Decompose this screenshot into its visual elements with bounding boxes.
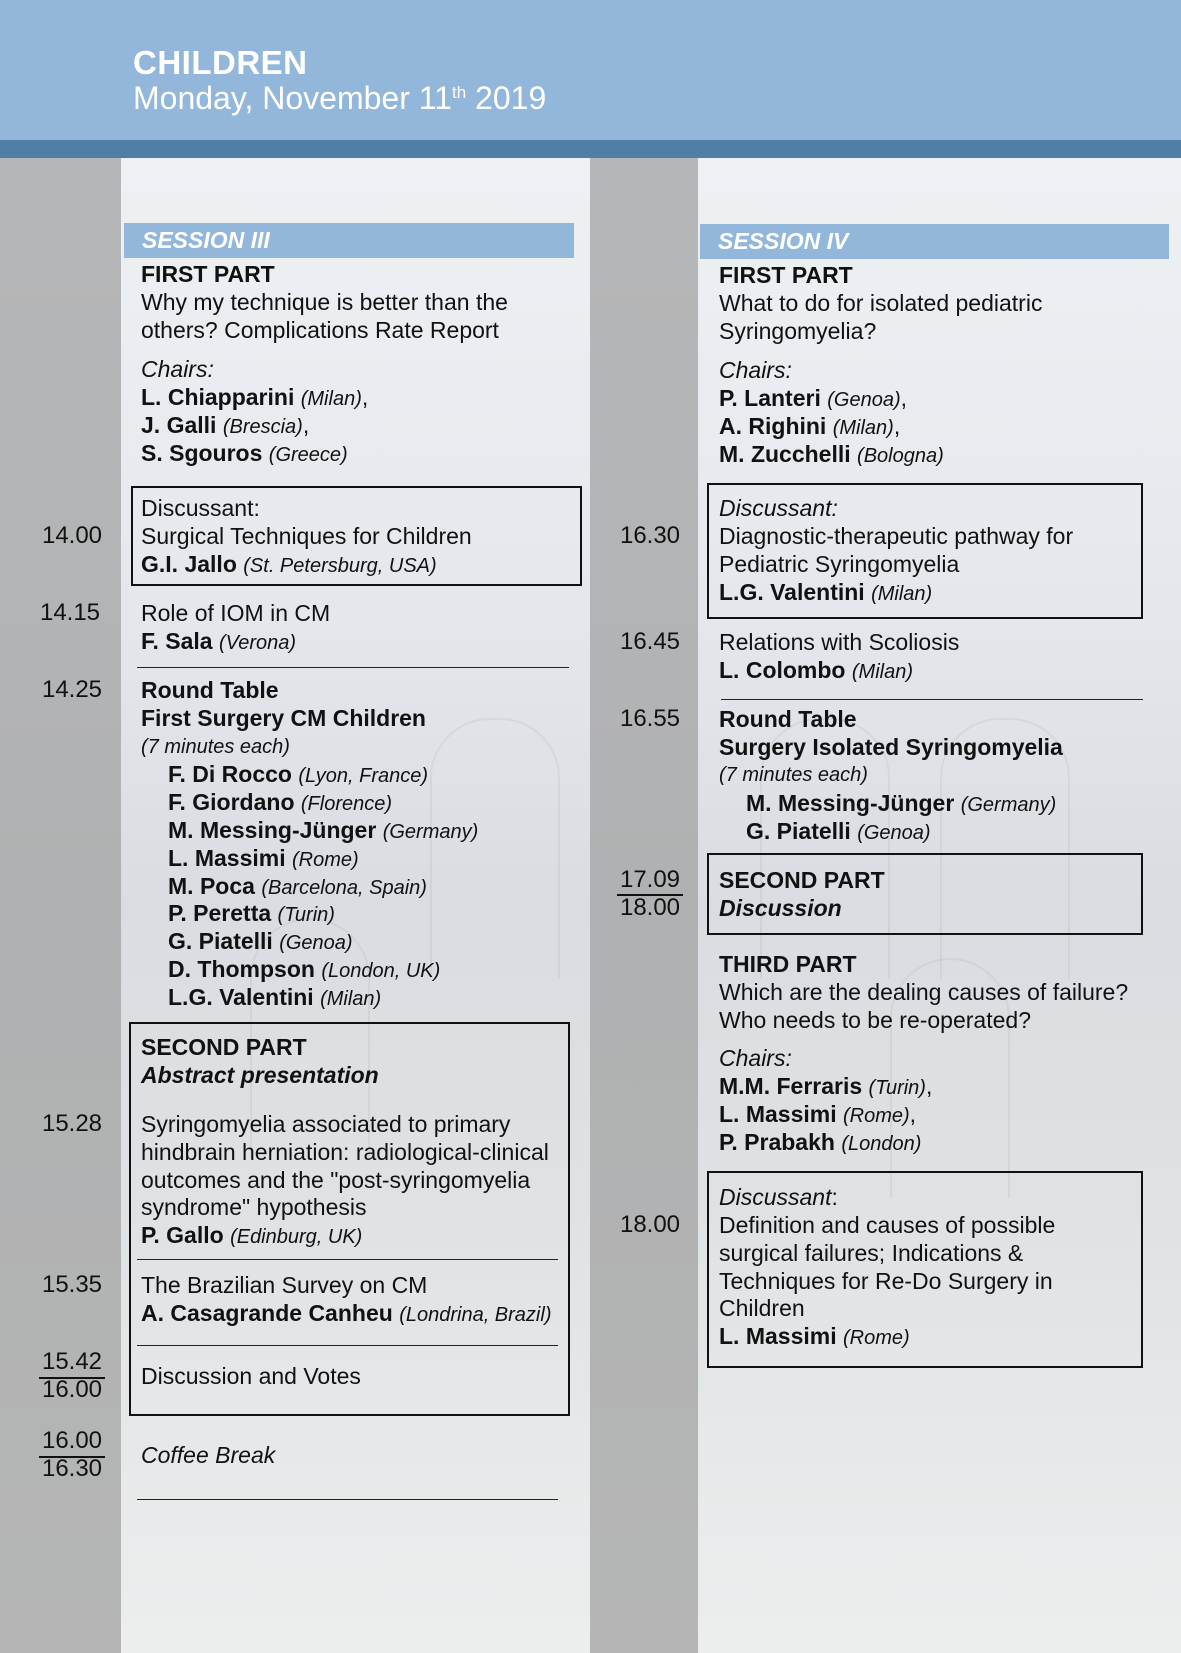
time-start: 17.09 (619, 866, 681, 893)
talk-title-line: Pediatric Syringomyelia (719, 551, 960, 577)
round-table-note: (7 minutes each) (141, 736, 290, 758)
coffee-break-label: Coffee Break (141, 1442, 276, 1468)
second-part-heading: SECOND PART (719, 867, 885, 893)
speaker-entry: M. Poca (Barcelona, Spain) (168, 873, 427, 899)
talk-title-line: outcomes and the "post-syringomyelia (141, 1167, 531, 1193)
talk-title: The Brazilian Survey on CM (141, 1272, 428, 1298)
third-part-topic-line: Which are the dealing causes of failure? (719, 979, 1129, 1005)
round-table-note: (7 minutes each) (719, 764, 868, 786)
session-iii-topic-line: Why my technique is better than the (141, 289, 508, 315)
time-label: 16.55 (619, 705, 681, 732)
time-label: 14.15 (39, 599, 101, 626)
speaker-entry: F. Giordano (Florence) (168, 789, 393, 815)
divider (137, 1345, 558, 1346)
talk-title-line: Diagnostic-therapeutic pathway for (719, 523, 1074, 549)
time-end: 16.00 (41, 1376, 103, 1403)
time-label: 16.30 (619, 522, 681, 549)
talk-title: Surgical Techniques for Children (141, 523, 472, 549)
chair-entry: M. Zucchelli (Bologna) (719, 441, 944, 467)
talk-title-line: hindbrain herniation: radiological-clinical (141, 1139, 549, 1165)
time-end: 16.30 (41, 1455, 103, 1482)
discussant-label: Discussant: (719, 495, 838, 521)
chair-entry: S. Sgouros (Greece) (141, 440, 348, 466)
speaker-entry: A. Casagrande Canheu (Londrina, Brazil) (141, 1300, 552, 1326)
round-table-subtitle: Surgery Isolated Syringomyelia (719, 734, 1063, 760)
talk-title-line: Definition and causes of possible (719, 1212, 1056, 1238)
time-end: 18.00 (619, 894, 681, 921)
chair-entry: L. Chiapparini (Milan), (141, 384, 369, 410)
speaker-entry: L.G. Valentini (Milan) (168, 984, 382, 1010)
divider (137, 667, 569, 668)
time-start: 16.00 (41, 1427, 103, 1454)
session-iii-topic-line: others? Complications Rate Report (141, 317, 499, 343)
time-start: 15.42 (41, 1348, 103, 1375)
speaker-entry: L. Colombo (Milan) (719, 657, 913, 683)
session-iv-first-part-heading: FIRST PART (719, 262, 853, 288)
speaker-entry: L. Massimi (Rome) (168, 845, 359, 871)
chair-entry: A. Righini (Milan), (719, 413, 901, 439)
talk-title-line: Children (719, 1295, 805, 1321)
chair-entry: J. Galli (Brescia), (141, 412, 310, 438)
background-arch (430, 718, 560, 978)
speaker-entry: D. Thompson (London, UK) (168, 956, 441, 982)
divider (721, 699, 1143, 700)
chair-entry: P. Lanteri (Genoa), (719, 385, 907, 411)
speaker-entry: P. Peretta (Turin) (168, 900, 335, 926)
talk-title-line: Syringomyelia associated to primary (141, 1111, 511, 1137)
second-part-subtitle: Discussion (719, 895, 842, 921)
time-label: 14.00 (41, 522, 103, 549)
time-label: 14.25 (41, 676, 103, 703)
speaker-entry: M. Messing-Jünger (Germany) (168, 817, 479, 843)
talk-title-line: syndrome" hypothesis (141, 1194, 367, 1220)
discussant-label: Discussant: (719, 1184, 838, 1210)
chair-entry: M.M. Ferraris (Turin), (719, 1073, 933, 1099)
time-label: 18.00 (619, 1211, 681, 1238)
speaker-entry: G.I. Jallo (St. Petersburg, USA) (141, 551, 437, 577)
divider (137, 1499, 558, 1500)
session-iv-chairs-label: Chairs: (719, 357, 792, 383)
session-iii-bar: SESSION III (124, 223, 574, 258)
round-table-heading: Round Table (141, 677, 279, 703)
speaker-entry: L.G. Valentini (Milan) (719, 579, 933, 605)
session-iv-topic-line: What to do for isolated pediatric (719, 290, 1043, 316)
talk-title: Discussion and Votes (141, 1363, 361, 1389)
talk-title-line: surgical failures; Indications & (719, 1240, 1024, 1266)
speaker-entry: L. Massimi (Rome) (719, 1323, 910, 1349)
session-iii-first-part-heading: FIRST PART (141, 261, 275, 287)
second-part-subtitle: Abstract presentation (141, 1062, 379, 1088)
second-part-heading: SECOND PART (141, 1034, 307, 1060)
third-part-heading: THIRD PART (719, 951, 857, 977)
session-iv-bar: SESSION IV (700, 224, 1169, 259)
header-band (0, 140, 1181, 158)
page-date: Monday, November 11th 2019 (133, 80, 547, 116)
speaker-entry: M. Messing-Jünger (Germany) (746, 790, 1057, 816)
round-table-heading: Round Table (719, 706, 857, 732)
round-table-subtitle: First Surgery CM Children (141, 705, 426, 731)
time-label: 15.28 (41, 1110, 103, 1137)
third-part-topic-line: Who needs to be re-operated? (719, 1007, 1031, 1033)
header-banner (0, 0, 1181, 140)
talk-title: Relations with Scoliosis (719, 629, 960, 655)
speaker-entry: F. Sala (Verona) (141, 628, 297, 654)
discussant-label: Discussant: (141, 495, 260, 521)
speaker-entry: F. Di Rocco (Lyon, France) (168, 761, 429, 787)
session-iv-topic-line: Syringomyelia? (719, 318, 877, 344)
chair-entry: P. Prabakh (London) (719, 1129, 922, 1155)
speaker-entry: G. Piatelli (Genoa) (168, 928, 353, 954)
time-label: 16.45 (619, 628, 681, 655)
speaker-entry: P. Gallo (Edinburg, UK) (141, 1222, 363, 1248)
talk-title-line: Techniques for Re-Do Surgery in (719, 1268, 1053, 1294)
speaker-entry: G. Piatelli (Genoa) (746, 818, 931, 844)
chair-entry: L. Massimi (Rome), (719, 1101, 917, 1127)
time-label: 15.35 (41, 1271, 103, 1298)
page-title: CHILDREN (133, 44, 308, 81)
third-part-chairs-label: Chairs: (719, 1045, 792, 1071)
divider (137, 1259, 558, 1260)
talk-title: Role of IOM in CM (141, 600, 331, 626)
session-iii-chairs-label: Chairs: (141, 356, 214, 382)
